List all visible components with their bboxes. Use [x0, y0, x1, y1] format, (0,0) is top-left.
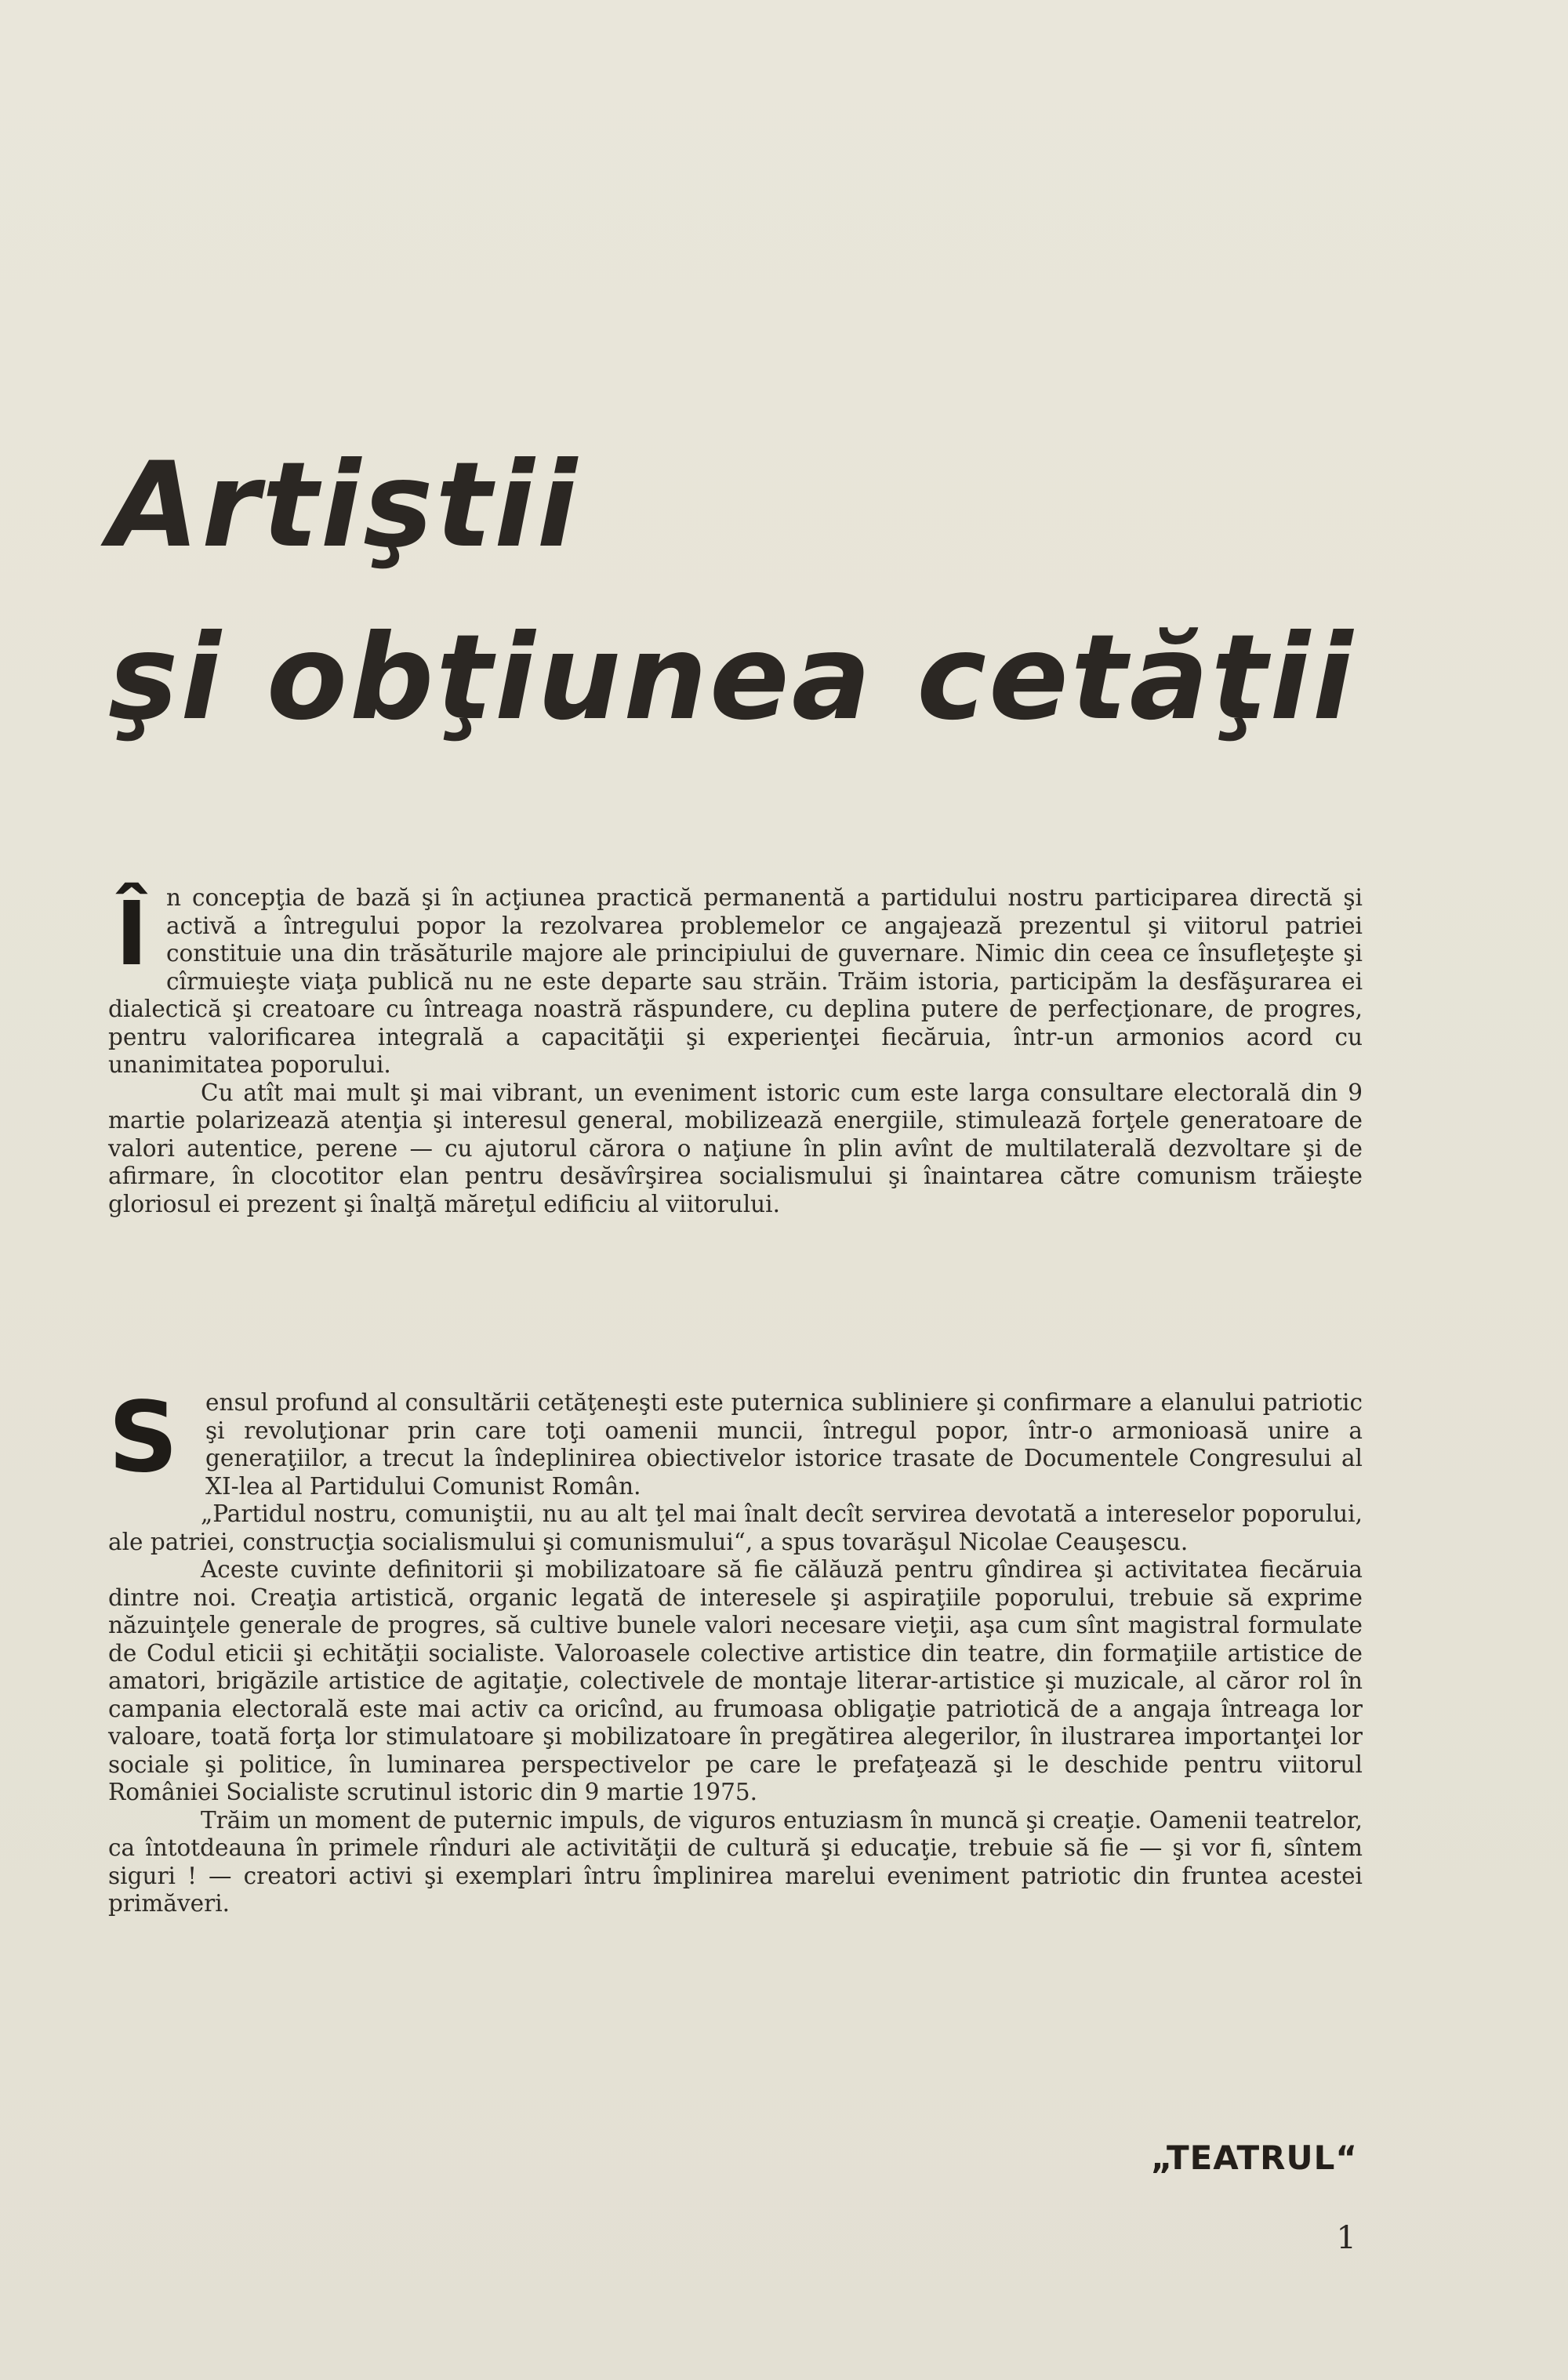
article-title-line-1: Artiştii — [108, 437, 580, 574]
page-number: 1 — [1336, 2220, 1356, 2256]
dropcap-s: S — [108, 1381, 179, 1494]
paragraph-5: Aceste cuvinte definitorii şi mobilizatoare să fie călăuză pentru gîndirea şi activitatea fiecăruia dintre noi. Creaţia artistică, organic legată de interesele şi aspiraţiile poporului, trebuie să exprime năzuinţele generale de progres, să cultive bunele valori necesare vieţii, aşa cum sînt magistral formulate de Codul eticii şi echităţii socialiste. Valoroasele colective artistice din teatre, din formaţiile artistice de amatori, brigăzile artistice de agitaţie, colectivele de montaje literar-artistice şi muzicale, al căror rol în campania electorală este mai activ ca oricînd, au frumoasa obligaţie patriotică de a angaja întreaga lor valoare, toată forţa lor stimulatoare şi mobilizatoare în pregătirea alegerilor, în ilustrarea importanţei lor sociale şi politice, în luminarea perspectivelor pe care le prefaţează şi le deschide pentru viitorul României Socialiste scrutinul istoric din 9 martie 1975. — [108, 1556, 1363, 1805]
article-title-line-2: şi obţiunea cetăţii — [108, 610, 1356, 746]
signature: „TEATRUL“ — [1150, 2139, 1358, 2177]
paragraph-4: „Partidul nostru, comuniştii, nu au alt ţel mai înalt decît servirea devotată a intereselor poporului, ale patriei, construcţia socialismului şi comunismului“, a spus tovarăşul Nicolae Ceauşescu. — [108, 1500, 1363, 1555]
article-section-1 — [108, 884, 1363, 1218]
paragraph-1-text: n concepţia de bază şi în acţiunea practică permanentă a partidului nostru participarea directă şi activă a întregului popor la rezolvarea problemelor ce angajează prezentul şi viitorul patriei constituie una din trăsăturile majore ale principiului de guvernare. Nimic din ceea ce însufleţeşte şi cîrmuieşte viaţa publică nu ne este departe sau străin. Trăim istoria, participăm la desfăşurarea ei dialectică şi creatoare cu întreaga noastră răspundere, cu deplina putere de perfecţionare, de progres, pentru valorificarea integrală a capacităţii şi experienţei fiecăruia, într-un armonios acord cu unanimitatea poporului. — [108, 884, 1363, 1078]
paragraph-3-text: ensul profund al consultării cetăţeneşti este puternica subliniere şi confirmare a elanului patriotic şi revoluţionar prin care toţi oamenii muncii, întregul popor, într-o armonioasă unire a generaţiilor, a trecut la îndeplinirea obiectivelor istorice trasate de Documentele Congresului al XI-lea al Partidului Comunist Român. — [205, 1389, 1363, 1500]
paragraph-2: Cu atît mai mult şi mai vibrant, un eveniment istoric cum este larga consultare electorală din 9 martie polarizează atenţia şi interesul general, mobilizează energiile, stimulează forţele generatoare de valori autentice, perene — cu ajutorul cărora o naţiune în plin avînt de multilaterală dezvoltare şi de afirmare, în clocotitor elan pentru desăvîrşirea socialismului şi înaintarea către comunism trăieşte gloriosul ei prezent şi înalţă măreţul edificiu al viitorului. — [108, 1079, 1363, 1217]
paragraph-3 — [108, 1381, 1363, 1500]
dropcap-i: Î — [115, 883, 148, 985]
paragraph-1 — [108, 884, 1363, 1079]
paragraph-6: Trăim un moment de puternic impuls, de viguros entuziasm în muncă şi creaţie. Oamenii teatrelor, ca întotdeauna în primele rînduri ale activităţii de cultură şi educaţie, trebuie să fie — şi vor fi, sîntem siguri ! — creatori activi şi exemplari întru împlinirea marelui eveniment patriotic din fruntea acestei primăveri. — [108, 1806, 1363, 1917]
article-section-2 — [108, 1381, 1363, 1918]
